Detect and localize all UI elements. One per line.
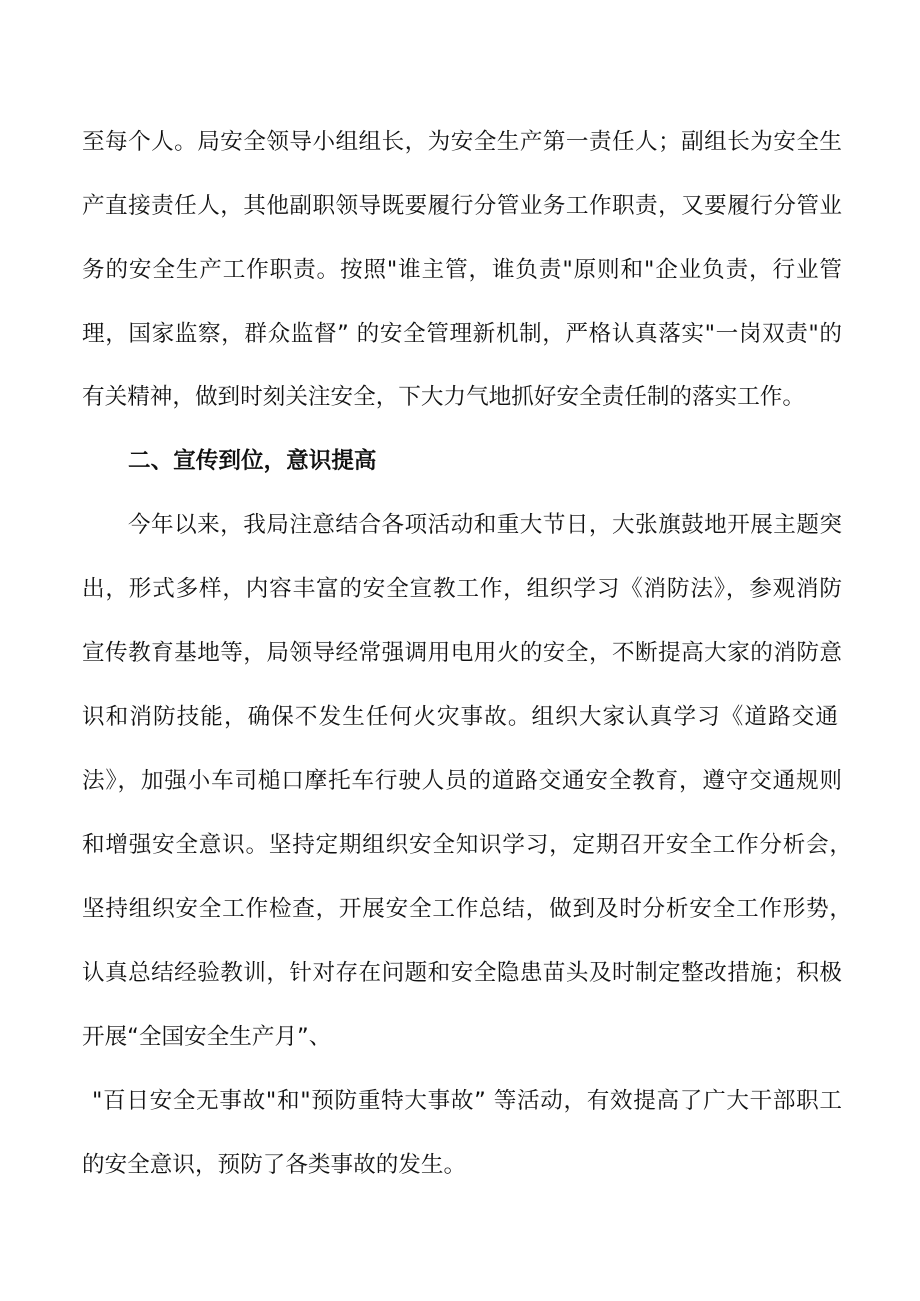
paragraph-line: 产直接责任人，其他副职领导既要履行分管业务工作职责，又要履行分管业 bbox=[82, 193, 842, 219]
paragraph-line: 识和消防技能，确保不发生任何火灾事故。组织大家认真学习《道路交通 bbox=[82, 704, 838, 730]
paragraph-line: 认真总结经验教训，针对存在问题和安全隐患苗头及时制定整改措施；积极 bbox=[82, 960, 842, 986]
paragraph-line: 出，形式多样，内容丰富的安全宣教工作，组织学习《消防法》，参观消防 bbox=[82, 576, 842, 602]
paragraph-line: 至每个人。局安全领导小组组长，为安全生产第一责任人；副组长为安全生 bbox=[82, 129, 842, 155]
section-heading: 二、宣传到位，意识提高 bbox=[128, 448, 377, 474]
paragraph-line: 的安全意识，预防了各类事故的发生。 bbox=[82, 1152, 467, 1178]
paragraph-line: 今年以来，我局注意结合各项活动和重大节日，大张旗鼓地开展主题突 bbox=[128, 512, 842, 538]
paragraph-line: 坚持组织安全工作检查，开展安全工作总结，做到及时分析安全工作形势， bbox=[82, 896, 852, 922]
paragraph-line: 和增强安全意识。坚持定期组织安全知识学习，定期召开安全工作分析会， bbox=[82, 832, 852, 858]
paragraph-line: 开展“全国安全生产月”、 bbox=[82, 1024, 332, 1050]
paragraph-line: "百日安全无事故"和"预防重特大事故” 等活动，有效提高了广大干部职工 bbox=[92, 1088, 842, 1114]
paragraph-line: 法》，加强小车司槌口摩托车行驶人员的道路交通安全教育，遵守交通规则 bbox=[82, 768, 842, 794]
paragraph-line: 有关精神，做到时刻关注安全，下大力气地抓好安全责任制的落实工作。 bbox=[82, 384, 805, 410]
paragraph-line: 宣传教育基地等，局领导经常强调用电用火的安全，不断提高大家的消防意 bbox=[82, 640, 842, 666]
paragraph-line: 理，国家监察，群众监督” 的安全管理新机制，严格认真落实"一岗双责"的 bbox=[82, 321, 842, 347]
paragraph-line: 务的安全生产工作职责。按照"谁主管，谁负责"原则和"企业负责，行业管 bbox=[82, 257, 842, 283]
